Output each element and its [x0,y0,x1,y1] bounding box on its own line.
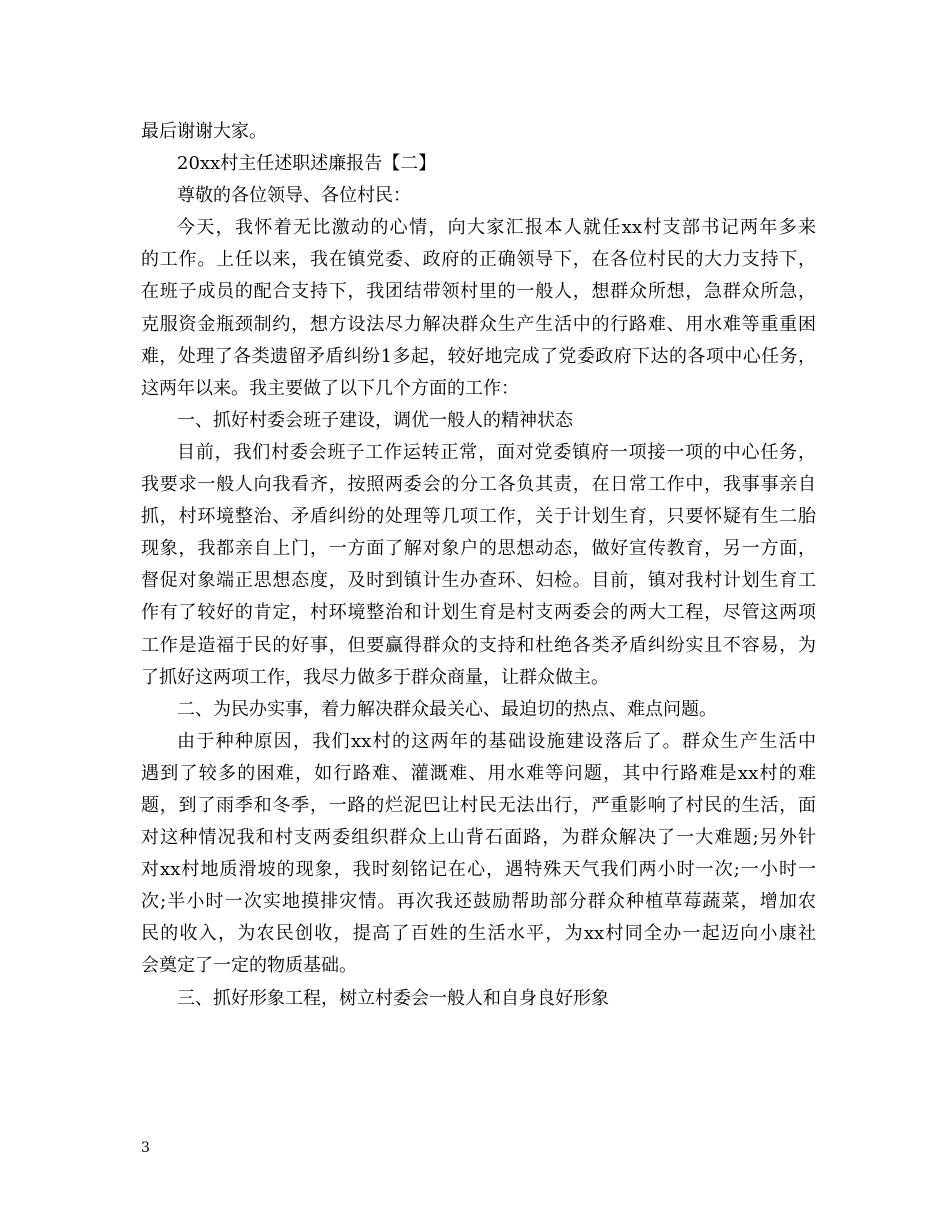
text-line: 题，到了雨季和冬季，一路的烂泥巴让村民无法出行，严重影响了村民的生活，面 [141,794,816,816]
text-line: 工作是造福于民的好事，但要赢得群众的支持和杜绝各类矛盾纠纷实且不容易，为 [141,634,816,656]
text-line: 这两年以来。我主要做了以下几个方面的工作： [141,377,519,399]
text-line: 作有了较好的肯定，村环境整治和计划生育是村支两委会的两大工程，尽管这两项 [141,602,816,624]
text-line: 民的收入，为农民创收，提高了百姓的生活水平，为xx村同全办一起迈向小康社 [141,923,816,945]
text-line: 现象，我都亲自上门，一方面了解对象户的思想动态，做好宣传教育，另一方面， [141,538,816,560]
text-line: 克服资金瓶颈制约，想方设法尽力解决群众生产生活中的行路难、用水难等重重困 [141,313,816,335]
text-line: 一、抓好村委会班子建设，调优一般人的精神状态 [177,409,573,431]
document-body [141,116,816,1015]
text-line: 的工作。上任以来，我在镇党委、政府的正确领导下，在各位村民的大力支持下， [141,249,816,271]
text-line: 二、为民办实事，着力解决群众最关心、最迫切的热点、难点问题。 [177,698,717,720]
text-line: 督促对象端正思想态度，及时到镇计生办查环、妇检。目前，镇对我村计划生育工 [141,570,816,592]
page-number: 3 [141,1140,150,1156]
text-line: 目前，我们村委会班子工作运转正常，面对党委镇府一项接一项的中心任务， [177,441,816,463]
text-line: 在班子成员的配合支持下，我团结带领村里的一般人，想群众所想，急群众所急， [141,281,816,303]
text-line: 抓，村环境整治、矛盾纠纷的处理等几项工作，关于计划生育，只要怀疑有生二胎 [141,506,816,528]
text-line: 最后谢谢大家。 [141,121,267,142]
text-line: 遇到了较多的困难，如行路难、灌溉难、用水难等问题，其中行路难是xx村的难 [141,762,816,784]
text-line: 对这种情况我和村支两委组织群众上山背石面路，为群众解决了一大难题;另外针 [141,827,816,849]
text-line: 会奠定了一定的物质基础。 [141,955,357,977]
text-line: 今天，我怀着无比激动的心情，向大家汇报本人就任xx村支部书记两年多来 [177,217,816,239]
text-line: 三、抓好形象工程，树立村委会一般人和自身良好形象 [177,987,609,1009]
text-line: 20xx村主任述职述廉报告【二】 [177,153,437,175]
text-line: 对xx村地质滑坡的现象，我时刻铭记在心，遇特殊天气我们两小时一次;一小时一 [141,859,816,881]
text-line: 了抓好这两项工作，我尽力做多于群众商量，让群众做主。 [141,666,609,688]
text-line: 次;半小时一次实地摸排灾情。再次我还鼓励帮助部分群众种植草莓蔬菜，增加农 [141,891,816,913]
text-line: 我要求一般人向我看齐，按照两委会的分工各负其责，在日常工作中，我事事亲自 [141,474,816,496]
text-line: 由于种种原因，我们xx村的这两年的基础设施建设落后了。群众生产生活中 [177,730,816,752]
text-line: 尊敬的各位领导、各位村民： [177,185,411,207]
text-line: 难，处理了各类遗留矛盾纠纷1多起，较好地完成了党委政府下达的各项中心任务， [141,345,816,367]
